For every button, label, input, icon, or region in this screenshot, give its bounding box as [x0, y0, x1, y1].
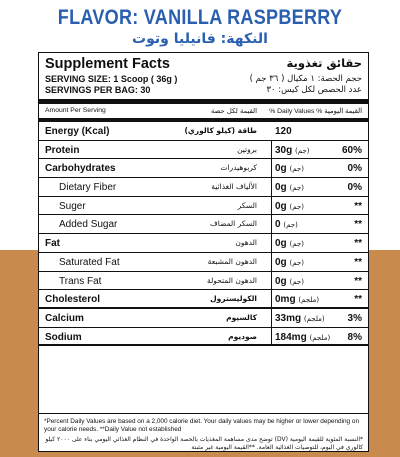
nutrient-daily-value: 0% [347, 182, 362, 194]
column-divider [271, 197, 272, 215]
nutrient-name: Saturated Fat [59, 256, 120, 268]
nutrient-unit-arabic: (جم) [289, 165, 304, 174]
nutrient-name: Suger [59, 200, 86, 212]
nutrient-daily-value: 0% [347, 163, 362, 175]
nutrient-amount-value: 0g [275, 275, 287, 287]
nutrient-name-arabic: بروتين [237, 144, 257, 154]
column-divider [271, 141, 272, 159]
supplement-facts-title-arabic: حقائق تغذوية [286, 56, 362, 70]
flavor-title: FLAVOR: VANILLA RASPBERRY [57, 6, 343, 29]
nutrient-name-arabic: صوديوم [228, 331, 257, 341]
nutrient-name-arabic: السكر [237, 200, 257, 210]
nutrient-name-arabic: طاقة (كيلو كالوري) [184, 126, 257, 135]
nutrient-unit-arabic: (ملجم) [298, 296, 320, 305]
nutrient-unit-arabic: (جم) [289, 277, 304, 286]
nutrient-name-arabic: الكوليسترول [210, 294, 257, 304]
amount-per-serving-label: Amount Per Serving [45, 107, 106, 114]
nutrient-amount-value: 0g [275, 182, 287, 194]
nutrient-amount [275, 238, 304, 249]
nutrient-row-calcium [39, 309, 368, 328]
nutrient-row-carbohydrates [39, 159, 368, 178]
nutrient-amount [275, 145, 309, 156]
nutrient-row-energy [39, 122, 368, 141]
amount-per-serving-row [39, 104, 368, 119]
nutrient-name: Added Sugar [59, 219, 118, 231]
daily-values-header: % Daily Values % القيمة اليومية [269, 108, 362, 115]
nutrient-row-trans-fat [39, 272, 368, 291]
nutrient-daily-value: 8% [347, 331, 362, 343]
nutrient-row-sugar [39, 197, 368, 216]
nutrient-amount-value: 30g [275, 144, 293, 156]
nutrient-unit-arabic: (جم) [289, 240, 304, 249]
nutrient-daily-value: 60% [341, 144, 362, 156]
column-divider [271, 272, 272, 290]
nutrient-name: Energy (Kcal) [45, 126, 110, 137]
nutrient-amount-value: 0g [275, 163, 287, 175]
nutrient-rows [39, 122, 368, 346]
column-divider [271, 309, 272, 327]
nutrient-row-cholesterol [39, 290, 368, 309]
nutrient-row-fat [39, 234, 368, 253]
nutrient-row-saturated-fat [39, 253, 368, 272]
nutrient-name: Protein [45, 144, 80, 156]
serving-size-arabic: حجم الحصة: ١ مكيال ( ٣٦ جم ) [249, 74, 362, 84]
nutrient-daily-value: 3% [347, 312, 362, 324]
nutrient-daily-value: ** [354, 294, 362, 306]
nutrient-amount-value: 0g [275, 238, 287, 250]
column-divider [271, 159, 272, 177]
nutrient-amount-value: 0g [275, 200, 287, 212]
nutrient-row-protein [39, 141, 368, 160]
nutrient-unit-arabic: (جم) [289, 258, 304, 267]
nutrient-name: Trans Fat [59, 275, 102, 287]
nutrient-unit-arabic: (ملجم) [303, 314, 325, 323]
amount-per-serving-label-arabic: القيمة لكل حصة [210, 107, 257, 115]
nutrient-amount [275, 219, 298, 230]
nutrient-amount-value: 0mg [275, 294, 296, 306]
nutrient-name: Calcium [45, 312, 84, 324]
nutrient-unit-arabic: (جم) [283, 221, 298, 230]
column-divider [271, 178, 272, 196]
servings-per-bag-arabic: عدد الحصص لكل كيس: ٣٠ [266, 85, 362, 95]
nutrient-name: Cholesterol [45, 294, 101, 306]
nutrient-name: Dietary Fiber [59, 182, 117, 194]
nutrient-amount: 120 [275, 126, 292, 137]
nutrient-unit-arabic: (جم) [289, 184, 304, 193]
nutrient-name-arabic: الدهون [235, 238, 257, 248]
supplement-facts-title: Supplement Facts [45, 56, 170, 72]
nutrient-row-dietary-fiber [39, 178, 368, 197]
nutrient-amount [275, 332, 330, 343]
nutrient-name-arabic: السكر المضاف [210, 219, 257, 229]
nutrient-amount-value: 33mg [275, 312, 302, 324]
nutrient-daily-value: ** [354, 275, 362, 287]
nutrient-daily-value: ** [354, 238, 362, 250]
nutrient-unit-arabic: (ملجم) [309, 333, 331, 342]
supplement-facts-panel [38, 52, 369, 452]
nutrient-daily-value: ** [354, 200, 362, 212]
column-divider [271, 253, 272, 271]
nutrient-unit-arabic: (جم) [295, 146, 310, 155]
nutrient-row-added-sugar [39, 215, 368, 234]
nutrient-amount [275, 182, 304, 193]
nutrient-amount [275, 276, 304, 287]
nutrient-name: Sodium [45, 331, 82, 343]
nutrient-daily-value: ** [354, 256, 362, 268]
column-divider [271, 234, 272, 252]
nutrient-amount [275, 257, 304, 268]
nutrient-row-sodium [39, 328, 368, 347]
column-divider [271, 290, 272, 307]
nutrient-amount-value: 0 [275, 219, 281, 231]
nutrient-name-arabic: الألياف الغذائية [211, 182, 257, 192]
serving-size: SERVING SIZE: 1 Scoop ( 36g ) [45, 74, 178, 84]
servings-per-bag: SERVINGS PER BAG: 30 [45, 85, 151, 95]
nutrient-amount [275, 201, 304, 212]
footnote-arabic: *النسبة المئوية للقيمة اليومية (DV) توضح مدى مساهمة المغذيات بالحصة الواحدة في النظام الغذائي اليومي بناء على ٢٠٠٠ كيلو كالوري في اليوم، للتوصيات الغذائية العامة. **القيمة اليومية غير مثبتة [45, 436, 363, 452]
flavor-title-arabic: النكهة: فانيليا وتوت [132, 31, 268, 47]
nutrient-amount [275, 163, 304, 174]
nutrient-name-arabic: الدهون المشبعة [207, 256, 257, 266]
nutrient-amount [275, 294, 319, 305]
nutrient-name: Carbohydrates [45, 163, 116, 175]
nutrient-unit-arabic: (جم) [289, 202, 304, 211]
panel-header [39, 53, 368, 99]
blank-space [39, 346, 368, 414]
nutrient-amount-value: 0g [275, 256, 287, 268]
nutrient-amount [275, 313, 325, 324]
nutrient-amount-value: 184mg [275, 331, 307, 343]
footnote: *Percent Daily Values are based on a 2,000 calorie diet. Your daily values may be higher or lower depending on your calorie needs. **Daily Value not established [44, 418, 359, 434]
nutrient-name: Fat [45, 238, 60, 250]
nutrient-name-arabic: كربوهيدرات [220, 163, 257, 173]
nutrient-name-arabic: كالسيوم [226, 312, 257, 322]
nutrient-name-arabic: الدهون المتحولة [206, 275, 257, 285]
column-divider [271, 328, 272, 345]
column-divider [271, 215, 272, 233]
nutrient-daily-value: ** [354, 219, 362, 231]
